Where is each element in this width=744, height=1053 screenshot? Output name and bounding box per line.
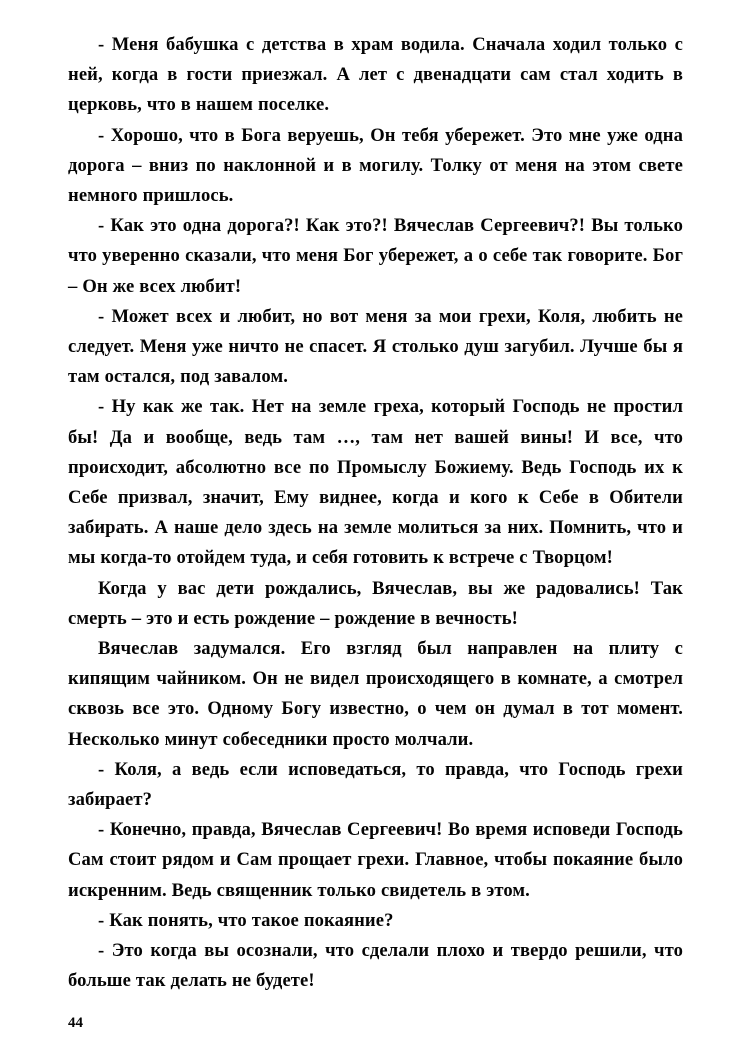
- paragraph: - Как понять, что такое покаяние?: [98, 909, 394, 931]
- paragraph: - Может всех и любит, но вот меня за мои грехи, Коля, любить не следует. Меня уже ничто не спасет. Я столько душ загубил. Лучше бы я там остался, под завалом.: [68, 305, 683, 388]
- paragraph: Вячеслав задумался. Его взгляд был направлен на плиту с кипящим чайником. Он не видел происходящего в комнате, а смотрел сквозь все это. Одному Богу известно, о чем он думал в тот момент. Несколько минут собеседники просто молчали.: [68, 638, 683, 750]
- paragraph: Когда у вас дети рождались, Вячеслав, вы же радовались! Так смерть – это и есть рождение – рождение в вечность!: [68, 577, 683, 629]
- paragraph: - Меня бабушка с детства в храм водила. Сначала ходил только с ней, когда в гости приезжал. А лет с двенадцати сам стал ходить в церковь, что в нашем поселке.: [68, 34, 683, 116]
- page-number: 44: [68, 1015, 83, 1031]
- paragraph: - Конечно, правда, Вячеслав Сергеевич! Во время исповеди Господь Сам стоит рядом и Сам прощает грехи. Главное, чтобы покаяние было искренним. Ведь священник только свидетель в этом.: [68, 819, 683, 901]
- paragraph: - Хорошо, что в Бога веруешь, Он тебя убережет. Это мне уже одна дорога – вниз по наклонной и в могилу. Толку от меня на этом свете немного пришлось.: [68, 124, 683, 207]
- page-text-block: [68, 30, 683, 997]
- paragraph: - Коля, а ведь если исповедаться, то правда, что Господь грехи забирает?: [68, 758, 683, 811]
- paragraph: - Это когда вы осознали, что сделали плохо и твердо решили, что больше так делать не будете!: [68, 940, 683, 992]
- paragraph: - Ну как же так. Нет на земле греха, который Господь не простил бы! Да и вообще, ведь там …, там нет вашей вины! И все, что происходит, абсолютно все по Промыслу Божиему. Ведь Господь их к Себе призвал, значит, Ему виднее, когда и кого к Себе в Обители забирать. А наше дело здесь на земле молиться за них. Помнить, что и мы когда-то отойдем туда, и себя готовить к встрече с Творцом!: [68, 396, 683, 569]
- paragraph: - Как это одна дорога?! Как это?! Вячеслав Сергеевич?! Вы только что уверенно сказали, что меня Бог убережет, а о себе так говорите. Бог – Он же всех любит!: [68, 215, 683, 297]
